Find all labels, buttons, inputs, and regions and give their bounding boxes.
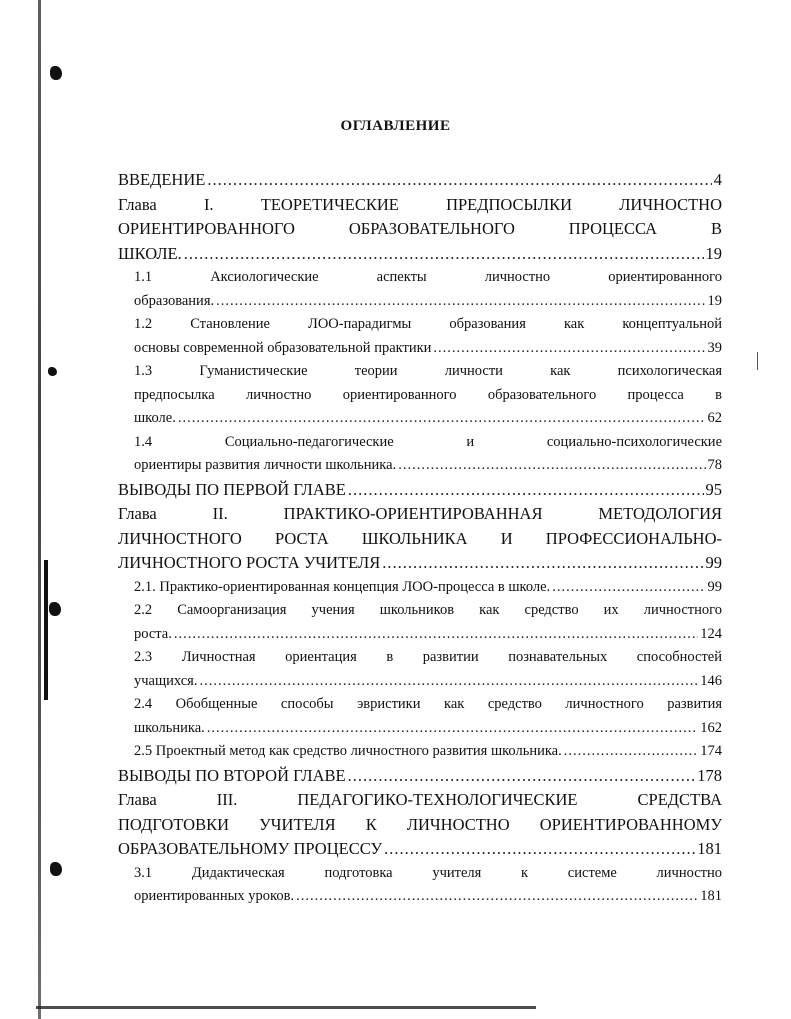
toc-entry-section-1-2[interactable] [118,313,722,360]
page-number: 99 [707,578,722,595]
toc-entry-section-2-3[interactable] [118,646,722,693]
page-number: 181 [700,888,722,904]
toc-entry-section-1-3[interactable] [118,360,722,431]
punch-hole-mark [50,66,62,80]
dot-leader [382,551,703,576]
entry-title: ориентиры развития личности школьника. [134,457,397,473]
page-number: 146 [700,672,722,689]
page-number: 19 [705,243,722,263]
dot-leader [433,337,705,361]
dot-leader [184,242,704,267]
toc-entry-section-3-1[interactable] [118,862,722,909]
entry-line: 1.4 Социально-педагогические и социально-психологические [134,433,722,450]
toc-entry-chapter-1[interactable] [118,193,722,267]
page-number: 174 [700,743,722,759]
entry-title: ШКОЛЕ. [118,243,182,263]
entry-title: ВЫВОДЫ ПО ВТОРОЙ ГЛАВЕ [118,765,346,785]
entry-line: 1.2 Становление ЛОО-парадигмы образования как концептуальной [134,316,722,332]
toc-entry-chapter-3[interactable] [118,788,722,862]
dot-leader [178,407,706,431]
page-number: 181 [697,839,722,858]
entry-line: ПОДГОТОВКИ УЧИТЕЛЯ К ЛИЧНОСТНО ОРИЕНТИРОВАННОМУ [118,814,722,834]
entry-line: Глава II. ПРАКТИКО-ОРИЕНТИРОВАННАЯ МЕТОДОЛОГИЯ [118,504,722,523]
toc-entry-chapter-2[interactable] [118,502,722,576]
dot-leader [564,740,699,764]
entry-title: ОБРАЗОВАТЕЛЬНОМУ ПРОЦЕССУ [118,839,383,858]
entry-line: 3.1 Дидактическая подготовка учителя к системе личностно [134,864,722,881]
page-number: 39 [707,339,722,356]
entry-line: 1.1 Аксиологические аспекты личностно ориентированного [134,269,722,285]
entry-line: ЛИЧНОСТНОГО РОСТА ШКОЛЬНИКА И ПРОФЕССИОНАЛЬНО- [118,528,722,548]
entry-line: предпосылка личностно ориентированного образовательного процесса в [134,386,722,403]
punch-hole-mark [50,862,62,876]
dot-leader [216,290,705,314]
toc-entry-conclusions-2[interactable] [118,764,722,789]
dot-leader [207,168,711,193]
toc-entry-intro[interactable] [118,168,722,193]
dot-leader [199,670,698,694]
entry-line: Глава I. ТЕОРЕТИЧЕСКИЕ ПРЕДПОСЫЛКИ ЛИЧНОСТНО [118,194,722,214]
entry-title: учащихся. [134,672,198,689]
entry-title: 2.1. Практико-ориентированная концепция ЛОО-процесса в школе. [134,578,551,595]
scan-edge-left [38,0,41,1019]
entry-line: 2.4 Обобщенные способы эвристики как средство личностного развития [134,696,722,712]
toc-entry-conclusions-1[interactable] [118,478,722,503]
entry-line: 1.3 Гуманистические теории личности как психологическая [134,363,722,379]
entry-title: школьника. [134,719,205,736]
entry-title: ВВЕДЕНИЕ [118,170,206,189]
dot-leader [348,764,696,789]
dot-leader [296,885,698,909]
entry-title: ориентированных уроков. [134,888,295,904]
scan-artifact-line [757,352,758,370]
page-number: 78 [707,457,722,473]
toc-entry-section-1-1[interactable] [118,266,722,313]
entry-line: 2.2 Самоорганизация учения школьников как средство их личностного [134,602,722,618]
toc-entry-section-1-4[interactable] [118,431,722,478]
page-number: 62 [707,410,722,426]
page-number: 99 [705,553,722,572]
toc-entry-section-2-1[interactable] [118,576,722,600]
scan-smudge [44,560,48,700]
dot-leader [174,623,698,647]
scan-edge-bottom [36,1006,536,1009]
punch-hole-mark [49,602,61,616]
toc-entry-section-2-2[interactable] [118,599,722,646]
page-number: 162 [700,719,722,736]
page-title: ОГЛАВЛЕНИЕ [340,118,451,134]
page-number: 178 [697,765,722,785]
dot-leader [398,454,705,478]
toc-entry-section-2-5[interactable] [118,740,722,764]
page-number: 95 [705,479,722,499]
punch-hole-mark [48,367,57,376]
dot-leader [552,576,705,600]
entry-title: образования. [134,292,215,309]
entry-line: Глава III. ПЕДАГОГИКО-ТЕХНОЛОГИЧЕСКИЕ СРЕДСТВА [118,790,722,809]
entry-title: 2.5 Проектный метод как средство личностного развития школьника. [134,743,562,759]
dot-leader [207,717,698,741]
entry-title: школе. [134,410,176,426]
page-number: 124 [700,625,722,642]
entry-title: ЛИЧНОСТНОГО РОСТА УЧИТЕЛЯ [118,553,381,572]
page-number: 4 [713,170,722,189]
entry-line: 2.3 Личностная ориентация в развитии познавательных способностей [134,649,722,665]
dot-leader [348,478,704,503]
entry-title: роста. [134,625,172,642]
entry-line: ОРИЕНТИРОВАННОГО ОБРАЗОВАТЕЛЬНОГО ПРОЦЕССА В [118,219,722,238]
dot-leader [384,837,695,862]
toc-entry-section-2-4[interactable] [118,693,722,740]
entry-title: основы современной образовательной практики [134,339,432,356]
table-of-contents [118,168,722,909]
entry-title: ВЫВОДЫ ПО ПЕРВОЙ ГЛАВЕ [118,479,346,499]
page-number: 19 [707,292,722,309]
